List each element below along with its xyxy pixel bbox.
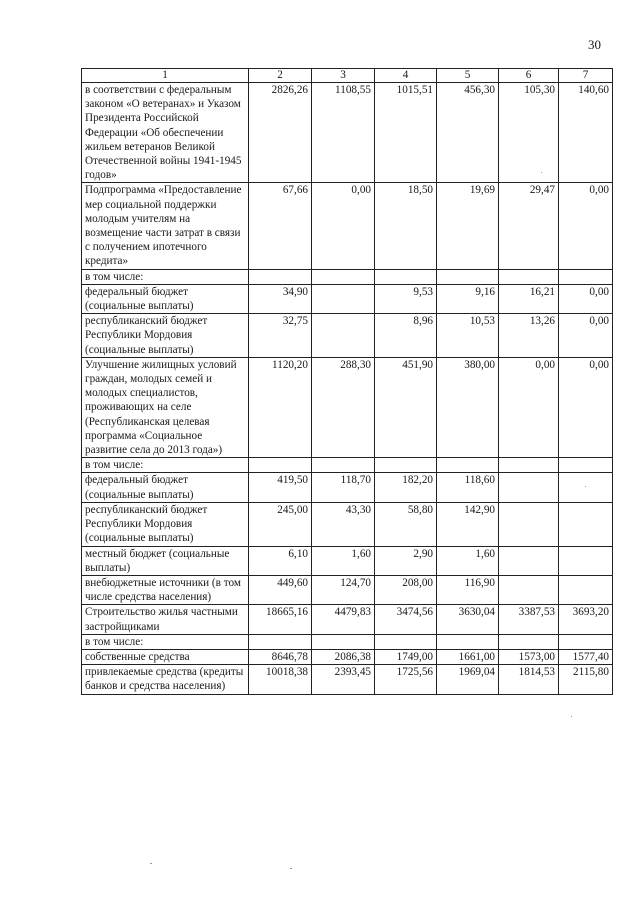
- table-cell: 3474,56: [375, 605, 437, 634]
- row-label: федеральный бюджет (социальные выплаты): [82, 284, 249, 313]
- row-label: федеральный бюджет (социальные выплаты): [82, 473, 249, 502]
- table-cell: 140,60: [559, 83, 613, 183]
- column-header: 6: [499, 69, 559, 83]
- table-cell: [437, 269, 499, 284]
- table-cell: 2826,26: [249, 83, 312, 183]
- row-label: Подпрограмма «Предоставление мер социальной поддержки молодым учителям на возмещение части затрат в связи с получением ипотечного кредита»: [82, 183, 249, 269]
- table-cell: 0,00: [559, 357, 613, 457]
- table-cell: [499, 473, 559, 502]
- table-cell: [559, 269, 613, 284]
- table-cell: [499, 269, 559, 284]
- table-cell: 58,80: [375, 502, 437, 546]
- table-cell: [375, 269, 437, 284]
- row-label: в том числе:: [82, 458, 249, 473]
- table-cell: 29,47: [499, 183, 559, 269]
- table-cell: [559, 634, 613, 649]
- table-cell: 1661,00: [437, 649, 499, 664]
- table-cell: 142,90: [437, 502, 499, 546]
- table-cell: 2086,38: [312, 649, 375, 664]
- table-cell: 451,90: [375, 357, 437, 457]
- table-row: [82, 575, 613, 604]
- table-cell: 16,21: [499, 284, 559, 313]
- table-cell: [249, 458, 312, 473]
- row-label: местный бюджет (социальные выплаты): [82, 546, 249, 575]
- row-label: в соответствии с федеральным законом «О ветеранах» и Указом Президента Российской Федерации «Об обеспечении жильем ветеранов Великой Отечественной войны 1941-1945 годов»: [82, 83, 249, 183]
- table-cell: 1,60: [312, 546, 375, 575]
- table-cell: 1814,53: [499, 665, 559, 694]
- table-cell: 3630,04: [437, 605, 499, 634]
- table-cell: 1015,51: [375, 83, 437, 183]
- table-body: [82, 83, 613, 695]
- table-cell: [559, 575, 613, 604]
- table-cell: 10,53: [437, 314, 499, 358]
- table-cell: [559, 458, 613, 473]
- table-cell: 1573,00: [499, 649, 559, 664]
- table-cell: [499, 575, 559, 604]
- column-header: 5: [437, 69, 499, 83]
- table-cell: 3693,20: [559, 605, 613, 634]
- data-table: [81, 68, 613, 695]
- table-cell: 182,20: [375, 473, 437, 502]
- table-cell: [375, 458, 437, 473]
- table-cell: [499, 546, 559, 575]
- table-cell: 32,75: [249, 314, 312, 358]
- row-label: внебюджетные источники (в том числе средства населения): [82, 575, 249, 604]
- row-label: Улучшение жилищных условий граждан, молодых семей и молодых специалистов, проживающих на селе (Республиканская целевая программа «Социальное развитие села до 2013 года»): [82, 357, 249, 457]
- table-cell: 116,90: [437, 575, 499, 604]
- table-row: [82, 473, 613, 502]
- table-cell: 18,50: [375, 183, 437, 269]
- row-label: собственные средства: [82, 649, 249, 664]
- table-cell: 456,30: [437, 83, 499, 183]
- table-row: [82, 502, 613, 546]
- table-cell: 1120,20: [249, 357, 312, 457]
- table-cell: [499, 634, 559, 649]
- table-cell: [437, 458, 499, 473]
- table-cell: [559, 473, 613, 502]
- table-cell: 245,00: [249, 502, 312, 546]
- row-label: республиканский бюджет Республики Мордовия (социальные выплаты): [82, 314, 249, 358]
- table-cell: [249, 269, 312, 284]
- table-cell: 2115,80: [559, 665, 613, 694]
- table-cell: 419,50: [249, 473, 312, 502]
- table-cell: 0,00: [312, 183, 375, 269]
- table-cell: [312, 314, 375, 358]
- scan-speck: [585, 486, 586, 487]
- table-row: [82, 546, 613, 575]
- table-cell: 1108,55: [312, 83, 375, 183]
- table-cell: 449,60: [249, 575, 312, 604]
- table-cell: 13,26: [499, 314, 559, 358]
- table-cell: 118,60: [437, 473, 499, 502]
- table-cell: 1969,04: [437, 665, 499, 694]
- table-cell: 0,00: [559, 183, 613, 269]
- table-cell: 1,60: [437, 546, 499, 575]
- table-cell: 105,30: [499, 83, 559, 183]
- table-cell: [249, 634, 312, 649]
- table-cell: [559, 502, 613, 546]
- table-cell: 6,10: [249, 546, 312, 575]
- table-cell: 380,00: [437, 357, 499, 457]
- table-cell: [312, 634, 375, 649]
- table-row: [82, 284, 613, 313]
- table-cell: 3387,53: [499, 605, 559, 634]
- table-cell: 9,16: [437, 284, 499, 313]
- table-cell: 18665,16: [249, 605, 312, 634]
- row-label: Строительство жилья частными застройщиками: [82, 605, 249, 634]
- table-cell: 0,00: [559, 314, 613, 358]
- table-cell: 2,90: [375, 546, 437, 575]
- row-label: республиканский бюджет Республики Мордовия (социальные выплаты): [82, 502, 249, 546]
- scan-speck: [150, 863, 152, 864]
- row-label: в том числе:: [82, 269, 249, 284]
- page-number: 30: [588, 37, 601, 52]
- table-header-row: [82, 69, 613, 83]
- table-cell: [437, 634, 499, 649]
- table-cell: 2393,45: [312, 665, 375, 694]
- scan-speck: [290, 868, 292, 869]
- table-cell: [375, 634, 437, 649]
- column-header: 1: [82, 69, 249, 83]
- table-row: [82, 665, 613, 694]
- table-cell: [312, 458, 375, 473]
- table-cell: 10018,38: [249, 665, 312, 694]
- table-cell: 8,96: [375, 314, 437, 358]
- table-cell: 67,66: [249, 183, 312, 269]
- table-row: [82, 357, 613, 457]
- table-cell: [312, 284, 375, 313]
- column-header: 3: [312, 69, 375, 83]
- scan-speck: [541, 172, 542, 173]
- table-cell: 9,53: [375, 284, 437, 313]
- row-label: в том числе:: [82, 634, 249, 649]
- table-cell: [559, 546, 613, 575]
- column-header: 2: [249, 69, 312, 83]
- table-row: [82, 314, 613, 358]
- table-cell: 8646,78: [249, 649, 312, 664]
- table-cell: 4479,83: [312, 605, 375, 634]
- table-row: [82, 649, 613, 664]
- table-cell: 0,00: [559, 284, 613, 313]
- table-cell: [499, 458, 559, 473]
- table-row: [82, 269, 613, 284]
- table-cell: 1749,00: [375, 649, 437, 664]
- column-header: 4: [375, 69, 437, 83]
- table-cell: 1725,56: [375, 665, 437, 694]
- table-cell: 118,70: [312, 473, 375, 502]
- row-label: привлекаемые средства (кредиты банков и средства населения): [82, 665, 249, 694]
- table-row: [82, 183, 613, 269]
- table-cell: 124,70: [312, 575, 375, 604]
- table-cell: 0,00: [499, 357, 559, 457]
- scan-speck: [571, 716, 572, 717]
- table-row: [82, 605, 613, 634]
- table-row: [82, 634, 613, 649]
- table-cell: 19,69: [437, 183, 499, 269]
- table-row: [82, 83, 613, 183]
- table-cell: [312, 269, 375, 284]
- column-header: 7: [559, 69, 613, 83]
- table-cell: [499, 502, 559, 546]
- table-row: [82, 458, 613, 473]
- table-cell: 208,00: [375, 575, 437, 604]
- table-cell: 1577,40: [559, 649, 613, 664]
- table-cell: 43,30: [312, 502, 375, 546]
- table-cell: 34,90: [249, 284, 312, 313]
- table-cell: 288,30: [312, 357, 375, 457]
